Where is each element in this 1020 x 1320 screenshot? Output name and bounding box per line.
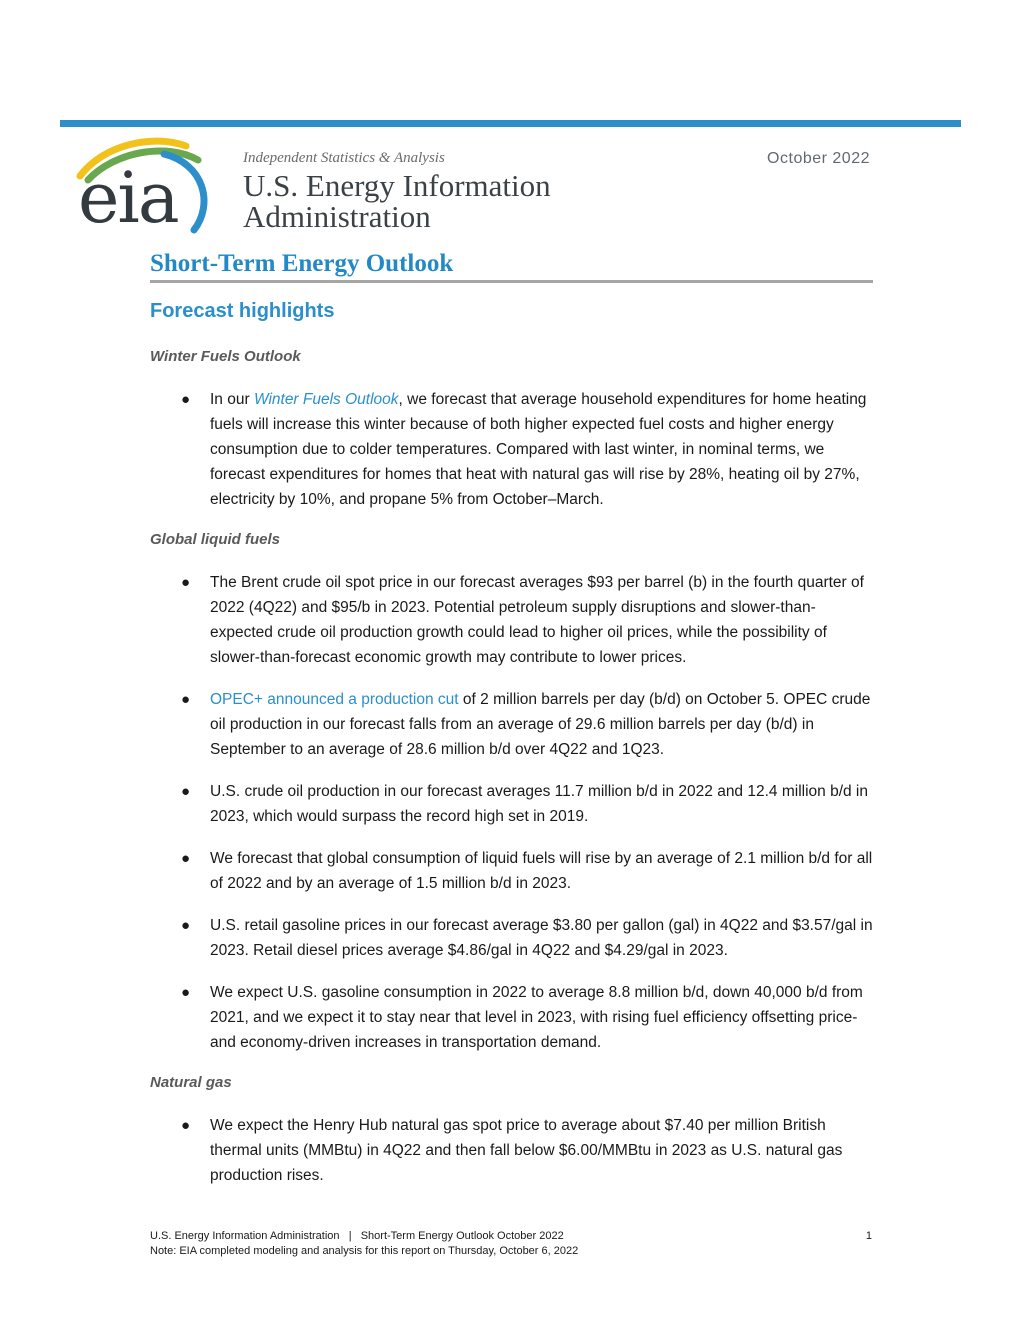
list-item: ● U.S. crude oil production in our forecast averages 11.7 million b/d in 2022 and 12.4 million b/d in 2023, which would surpass the record high set in 2019. xyxy=(150,779,875,829)
org-name-line-2: Administration xyxy=(243,199,431,234)
tagline: Independent Statistics & Analysis xyxy=(243,150,445,166)
report-title: Short-Term Energy Outlook xyxy=(150,250,454,277)
eia-logo-text: eia xyxy=(78,157,178,239)
organization-name xyxy=(243,170,551,232)
bullet-icon: ● xyxy=(181,850,191,867)
title-rule xyxy=(150,280,873,283)
winter-fuels-outlook-link[interactable]: Winter Fuels Outlook xyxy=(253,391,399,408)
bullet-icon: ● xyxy=(181,391,191,408)
list-item: ● We forecast that global consumption of liquid fuels will rise by an average of 2.1 million b/d for all of 2022 and by an average of 1.5 million b/d in 2023. xyxy=(150,846,875,896)
report-date: October 2022 xyxy=(767,150,870,167)
list-item: ● We expect U.S. gasoline consumption in 2022 to average 8.8 million b/d, down 40,000 b/d from 2021, and we expect it to stay near that level in 2023, with rising fuel efficiency offsetting price- and economy-driven increases in transportation demand. xyxy=(150,980,875,1055)
bullet-icon: ● xyxy=(181,1117,191,1134)
footer-note: Note: EIA completed modeling and analysis for this report on Thursday, October 6, 2022 xyxy=(150,1245,579,1257)
page-number: 1 xyxy=(865,1230,872,1242)
bullet-icon: ● xyxy=(181,984,191,1001)
list-item: ● The Brent crude oil spot price in our forecast averages $93 per barrel (b) in the fourth quarter of 2022 (4Q22) and $95/b in 2023. Potential petroleum supply disruptions and slower-than-expected crude oil production growth could lead to higher oil prices, while the possibility of slower-than-forecast economic growth may contribute to lower prices. xyxy=(150,570,875,670)
global-liquid-fuels-list xyxy=(150,570,875,1055)
natural-gas-list xyxy=(150,1113,875,1188)
opec-production-cut-link[interactable]: OPEC+ announced a production cut xyxy=(210,691,459,708)
bullet-icon: ● xyxy=(181,783,191,800)
footer-source: U.S. Energy Information Administration | Short-Term Energy Outlook October 2022 xyxy=(150,1230,564,1242)
subheading-global-liquid-fuels: Global liquid fuels xyxy=(150,531,281,548)
winter-fuels-list xyxy=(150,387,875,512)
subheading-winter-fuels: Winter Fuels Outlook xyxy=(150,348,301,365)
bullet-icon: ● xyxy=(181,574,191,591)
bullet-icon: ● xyxy=(181,691,191,708)
list-item: ● U.S. retail gasoline prices in our forecast average $3.80 per gallon (gal) in 4Q22 and $3.57/gal in 2023. Retail diesel prices average $4.86/gal in 4Q22 and $4.29/gal in 2023. xyxy=(150,913,875,963)
header-rule xyxy=(60,120,961,127)
list-item: ● OPEC+ announced a production cut of 2 million barrels per day (b/d) on October 5. OPEC crude oil production in our forecast falls from an average of 29.6 million barrels per day (b/d) in September to an average of 28.6 million b/d over 4Q22 and 1Q23. xyxy=(150,687,875,762)
subheading-natural-gas: Natural gas xyxy=(150,1074,232,1091)
forecast-highlights-heading: Forecast highlights xyxy=(150,300,335,322)
page-footer xyxy=(150,1229,872,1259)
document-body xyxy=(150,346,875,1205)
bullet-icon: ● xyxy=(181,917,191,934)
list-item: ● In our Winter Fuels Outlook, we forecast that average household expenditures for home heating fuels will increase this winter because of both higher expected fuel costs and higher energy consumption due to colder temperatures. Compared with last winter, in nominal terms, we forecast expenditures for homes that heat with natural gas will rise by 28%, heating oil by 27%, electricity by 10%, and propane 5% from October–March. xyxy=(150,387,875,512)
org-name-line-1: U.S. Energy Information xyxy=(243,168,551,203)
list-item: ● We expect the Henry Hub natural gas spot price to average about $7.40 per million British thermal units (MMBtu) in 4Q22 and then fall below $6.00/MMBtu in 2023 as U.S. natural gas production rises. xyxy=(150,1113,875,1188)
